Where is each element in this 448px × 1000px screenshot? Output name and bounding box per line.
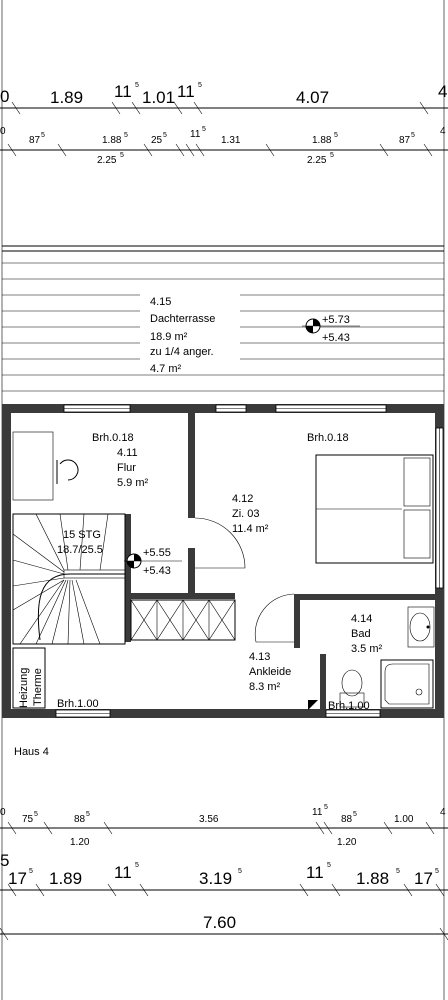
- zimmer-number: 4.12: [232, 493, 254, 505]
- zimmer-brh: Brh.0.18: [307, 432, 349, 444]
- dim-bot-r3-3: 11: [114, 863, 132, 882]
- door-ankleide: [255, 594, 294, 642]
- stair-ratio: 18.7/25.5: [57, 544, 103, 556]
- dim-bot-r1-7: 4: [440, 807, 446, 818]
- dim-bot-r2-1: 1.20: [70, 837, 90, 848]
- dim-bot-r3-0: 5: [0, 851, 10, 870]
- dim-top-r2-6: 1.88: [312, 135, 332, 146]
- flur-brh: Brh.0.18: [92, 432, 134, 444]
- dim-top-r2-5: 1.31: [221, 135, 241, 146]
- dim-bot-r3-1-sup: 5: [29, 868, 33, 875]
- dim-bot-r2-2: 1.20: [337, 837, 357, 848]
- flur-name: Flur: [117, 462, 136, 474]
- stair-label: 15 STG: [63, 529, 101, 541]
- window-top-mid: [216, 405, 246, 412]
- window-top-left: [64, 405, 130, 412]
- dim-top-r2-8: 4: [440, 126, 446, 137]
- roof-terrace: [2, 246, 444, 391]
- dim-bot-r3-3-sup: 5: [135, 862, 139, 869]
- room-ankleide: [249, 594, 294, 693]
- terrace-note: zu 1/4 anger.: [150, 346, 214, 358]
- dim-top-r1-1: 1.89: [50, 88, 84, 107]
- dim-top-r1-2: 11: [114, 82, 132, 101]
- heating-line2: Therme: [32, 668, 44, 706]
- house-label: Haus 4: [14, 746, 49, 758]
- dim-top-r1-2-sup: 5: [135, 82, 139, 89]
- terrace-name: Dachterrasse: [150, 313, 216, 325]
- bad-number: 4.14: [351, 613, 373, 625]
- dim-bot-r3-7: 17: [414, 869, 433, 888]
- heating-unit: [13, 648, 45, 708]
- terrace-level-upper: +5.73: [322, 314, 350, 326]
- dim-bot-r3-6: 1.88: [356, 869, 390, 888]
- flur-number: 4.11: [117, 447, 138, 459]
- dim-top-r1-4: 11: [177, 82, 195, 101]
- dim-top-r2-7: 87: [399, 135, 411, 146]
- terrace-level-lower: +5.43: [322, 332, 350, 344]
- flur-area: 5.9 m²: [117, 477, 149, 489]
- sink: [408, 607, 434, 647]
- dim-bot-r3-4: 3.19: [199, 869, 233, 888]
- dim-bot-r3-2: 1.89: [49, 869, 83, 888]
- dim-top-r1-5: 4.07: [296, 88, 330, 107]
- window-top-right: [276, 405, 386, 412]
- terrace-level-marker: [302, 314, 360, 344]
- terrace-number: 4.15: [150, 296, 172, 308]
- room-bad: [308, 607, 434, 712]
- shower: [381, 660, 433, 708]
- room-zimmer: [195, 432, 433, 568]
- dim-bot-r1-2: 88: [74, 814, 86, 825]
- dim-top-r2-4: 11: [190, 129, 201, 140]
- terrace-area: 18.9 m²: [150, 331, 188, 343]
- dim-top-r1-0: 0: [0, 87, 10, 106]
- staircase: [13, 514, 125, 644]
- zimmer-area: 11.4 m²: [232, 523, 269, 535]
- dim-bot-r3-1: 17: [8, 869, 27, 888]
- window-bottom-left: [56, 710, 110, 717]
- dim-top-r3-1-sup: 5: [120, 152, 124, 159]
- bad-name: Bad: [351, 628, 371, 640]
- ankleide-area: 8.3 m²: [249, 681, 281, 693]
- dim-bot-r1-4-sup: 5: [324, 804, 328, 811]
- bad-area: 3.5 m²: [351, 643, 383, 655]
- dim-top-r2-2-sup: 5: [124, 132, 128, 139]
- dim-bot-r1-4: 11: [312, 807, 323, 818]
- bed: [316, 455, 433, 563]
- dim-top-r3-1: 2.25: [97, 155, 117, 166]
- dim-top-r2-3-sup: 5: [163, 132, 167, 139]
- dim-bot-r1-0: 0: [0, 807, 6, 818]
- dim-top-r2-6-sup: 5: [334, 132, 338, 139]
- top-dimension-chain: [0, 82, 448, 166]
- dim-top-r2-1-sup: 5: [41, 132, 45, 139]
- dim-top-r2-1: 87: [29, 135, 41, 146]
- walls: [2, 404, 444, 718]
- zimmer-name: Zi. 03: [232, 508, 260, 520]
- shaft-marker: [308, 700, 318, 710]
- room-flur: [13, 432, 149, 500]
- stair-level-marker: [124, 547, 182, 577]
- desk: [13, 432, 53, 500]
- dim-bot-r1-2-sup: 5: [86, 811, 90, 818]
- chair: [60, 460, 78, 480]
- dim-top-r3-2: 2.25: [307, 155, 327, 166]
- window-right-wall: [436, 428, 443, 588]
- bottom-dimension-chain: [0, 804, 448, 940]
- heating-line1: Heizung: [18, 667, 30, 708]
- ankleide-name: Ankleide: [249, 666, 292, 678]
- dim-bot-r3-5: 11: [306, 863, 324, 882]
- dim-top-r2-0: 0: [0, 126, 6, 137]
- dim-top-r2-2: 1.88: [102, 135, 122, 146]
- dim-top-r3-2-sup: 5: [330, 152, 334, 159]
- dim-bot-r1-5-sup: 5: [353, 811, 357, 818]
- dim-total: 7.60: [203, 913, 237, 932]
- dim-top-r2-3: 25: [151, 135, 163, 146]
- dim-bot-r1-3: 3.56: [199, 814, 219, 825]
- dim-bot-r1-1: 75: [22, 814, 34, 825]
- dim-bot-r3-4-sup: 5: [238, 868, 242, 875]
- ankleide-number: 4.13: [249, 651, 271, 663]
- dim-top-r2-4-sup: 5: [202, 126, 206, 133]
- dim-top-r1-4-sup: 5: [198, 82, 202, 89]
- dim-bot-r3-7-sup: 5: [435, 868, 439, 875]
- dim-bot-r1-5: 88: [341, 814, 353, 825]
- dim-bot-r1-1-sup: 5: [34, 811, 38, 818]
- stair-level-upper: +5.55: [143, 547, 171, 559]
- brh-right: Brh.1.00: [328, 700, 370, 712]
- stair-level-lower: +5.43: [143, 565, 171, 577]
- dim-top-r1-3: 1.01: [142, 88, 176, 107]
- dim-top-r2-7-sup: 5: [411, 132, 415, 139]
- terrace-note-area: 4.7 m²: [150, 363, 182, 375]
- dim-bot-r1-6: 1.00: [394, 814, 414, 825]
- dim-bot-r3-5-sup: 5: [327, 862, 331, 869]
- dim-bot-r3-6-sup: 5: [396, 868, 400, 875]
- brh-left: Brh.1.00: [57, 698, 99, 710]
- dim-top-r1-6: 4: [438, 82, 448, 101]
- wardrobe: [131, 600, 235, 640]
